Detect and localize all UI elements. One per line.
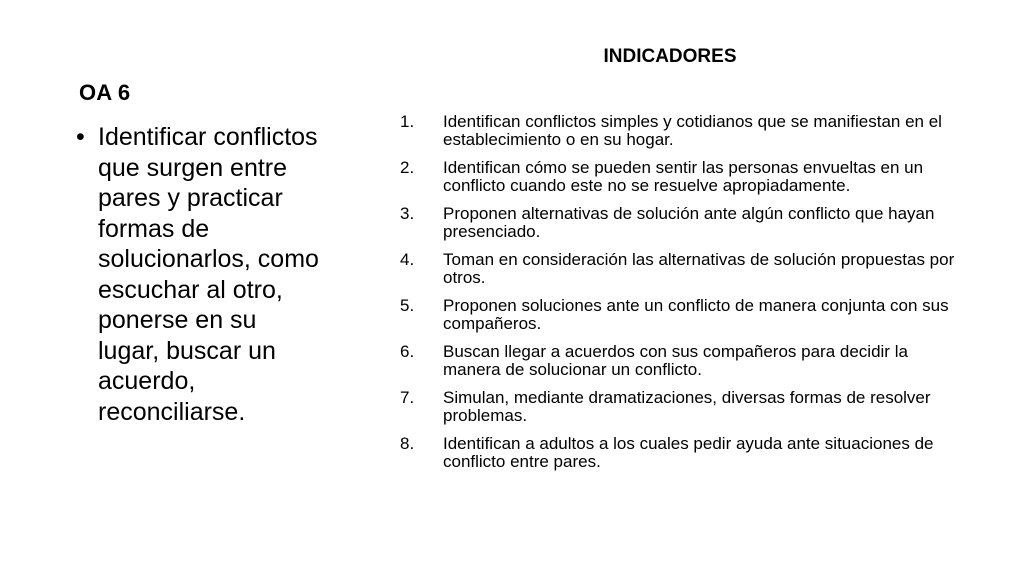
item-text: Identifican cómo se pueden sentir las personas envueltas en un conflicto cuando este no se resuelve apropiadamente. bbox=[443, 158, 924, 195]
bullet-marker: • bbox=[76, 123, 85, 151]
item-text: Simulan, mediante dramatizaciones, diversas formas de resolver problemas. bbox=[443, 388, 931, 425]
objective-title: OA 6 bbox=[79, 80, 131, 105]
item-number: 3. bbox=[400, 204, 415, 223]
list-item bbox=[400, 343, 970, 378]
objective-text: Identificar conflictos que surgen entre pares y practicar formas de solucionarlos, como escuchar al otro, ponerse en su lugar, buscar un acuerdo, reconciliarse. bbox=[98, 123, 319, 426]
item-number: 6. bbox=[400, 342, 415, 361]
item-number: 4. bbox=[400, 250, 415, 269]
list-item bbox=[400, 251, 970, 286]
item-text: Toman en consideración las alternativas de solución propuestas por otros. bbox=[443, 250, 955, 287]
item-text: Buscan llegar a acuerdos con sus compañeros para decidir la manera de solucionar un conflicto. bbox=[443, 342, 908, 379]
list-item bbox=[400, 159, 970, 194]
item-text: Identifican a adultos a los cuales pedir ayuda ante situaciones de conflicto entre pares. bbox=[443, 434, 934, 471]
list-item bbox=[400, 205, 970, 240]
item-number: 5. bbox=[400, 296, 415, 315]
item-text: Proponen soluciones ante un conflicto de manera conjunta con sus compañeros. bbox=[443, 296, 949, 333]
objective-bullet bbox=[76, 122, 321, 427]
indicators-list bbox=[400, 113, 970, 481]
item-number: 2. bbox=[400, 158, 415, 177]
indicators-title: INDICADORES bbox=[603, 46, 737, 67]
item-number: 8. bbox=[400, 434, 415, 453]
list-item bbox=[400, 435, 970, 470]
list-item bbox=[400, 297, 970, 332]
list-item bbox=[400, 113, 970, 148]
item-text: Identifican conflictos simples y cotidianos que se manifiestan en el establecimiento o en su hogar. bbox=[443, 112, 942, 149]
item-number: 7. bbox=[400, 388, 415, 407]
item-text: Proponen alternativas de solución ante algún conflicto que hayan presenciado. bbox=[443, 204, 935, 241]
list-item bbox=[400, 389, 970, 424]
item-number: 1. bbox=[400, 112, 415, 131]
